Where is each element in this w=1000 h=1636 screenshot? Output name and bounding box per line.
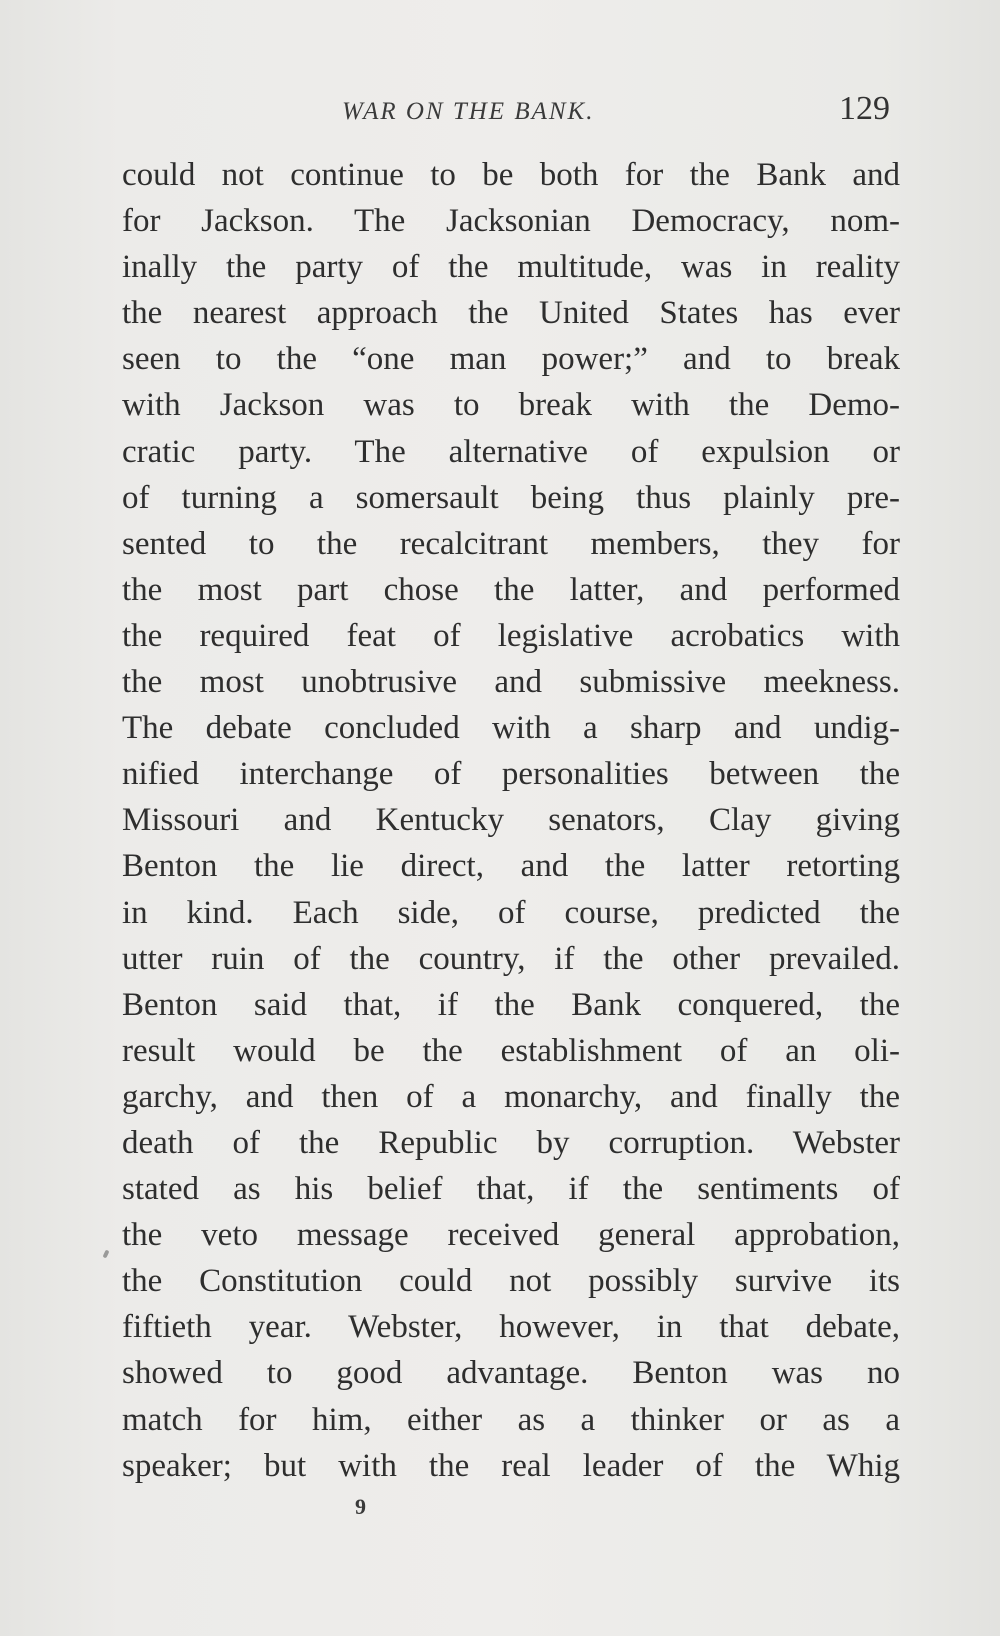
signature-mark: 9 <box>355 1494 366 1519</box>
text-line: fiftieth year. Webster, however, in that debate, <box>122 1309 900 1346</box>
text-line: the nearest approach the United States has ever <box>122 295 900 332</box>
text-line: result would be the establishment of an oli- <box>122 1032 900 1069</box>
text-line: the most unobtrusive and submissive meekness. <box>122 664 900 701</box>
text-line: the required feat of legislative acrobatics with <box>122 617 900 654</box>
text-line: with Jackson was to break with the Demo- <box>122 387 900 424</box>
text-line: inally the party of the multitude, was in reality <box>122 249 900 286</box>
text-line: Missouri and Kentucky senators, Clay giving <box>122 802 900 839</box>
text-line: in kind. Each side, of course, predicted the <box>122 894 900 931</box>
text-line: of turning a somersault being thus plainly pre- <box>122 479 900 516</box>
text-line: the veto message received general approbation, <box>122 1217 900 1254</box>
text-line: utter ruin of the country, if the other prevailed. <box>122 940 900 977</box>
text-line: seen to the “one man power;” and to break <box>122 341 900 378</box>
text-line: match for him, either as a thinker or as a <box>122 1401 900 1438</box>
text-line: garchy, and then of a monarchy, and finally the <box>122 1078 900 1115</box>
text-line: stated as his belief that, if the sentiments of <box>122 1171 900 1208</box>
running-title: WAR ON THE BANK. <box>342 98 595 125</box>
text-line: the most part chose the latter, and performed <box>122 571 900 608</box>
text-line: nified interchange of personalities between the <box>122 756 900 793</box>
text-line: speaker; but with the real leader of the Whig <box>122 1447 900 1484</box>
text-line: death of the Republic by corruption. Webster <box>122 1124 900 1161</box>
text-line: sented to the recalcitrant members, they for <box>122 525 900 562</box>
running-head <box>120 88 900 132</box>
text-line: The debate concluded with a sharp and undig- <box>122 710 900 747</box>
text-line: cratic party. The alternative of expulsion or <box>122 433 900 470</box>
ink-speck <box>102 1250 109 1259</box>
text-line: the Constitution could not possibly survive its <box>122 1263 900 1300</box>
text-line: Benton said that, if the Bank conquered, the <box>122 986 900 1023</box>
page-number: 129 <box>839 90 890 127</box>
text-line: showed to good advantage. Benton was no <box>122 1355 900 1392</box>
text-line: for Jackson. The Jacksonian Democracy, nom- <box>122 203 900 240</box>
text-line: Benton the lie direct, and the latter retorting <box>122 848 900 885</box>
text-line: could not continue to be both for the Bank and <box>122 157 900 193</box>
body-text <box>122 152 900 1489</box>
